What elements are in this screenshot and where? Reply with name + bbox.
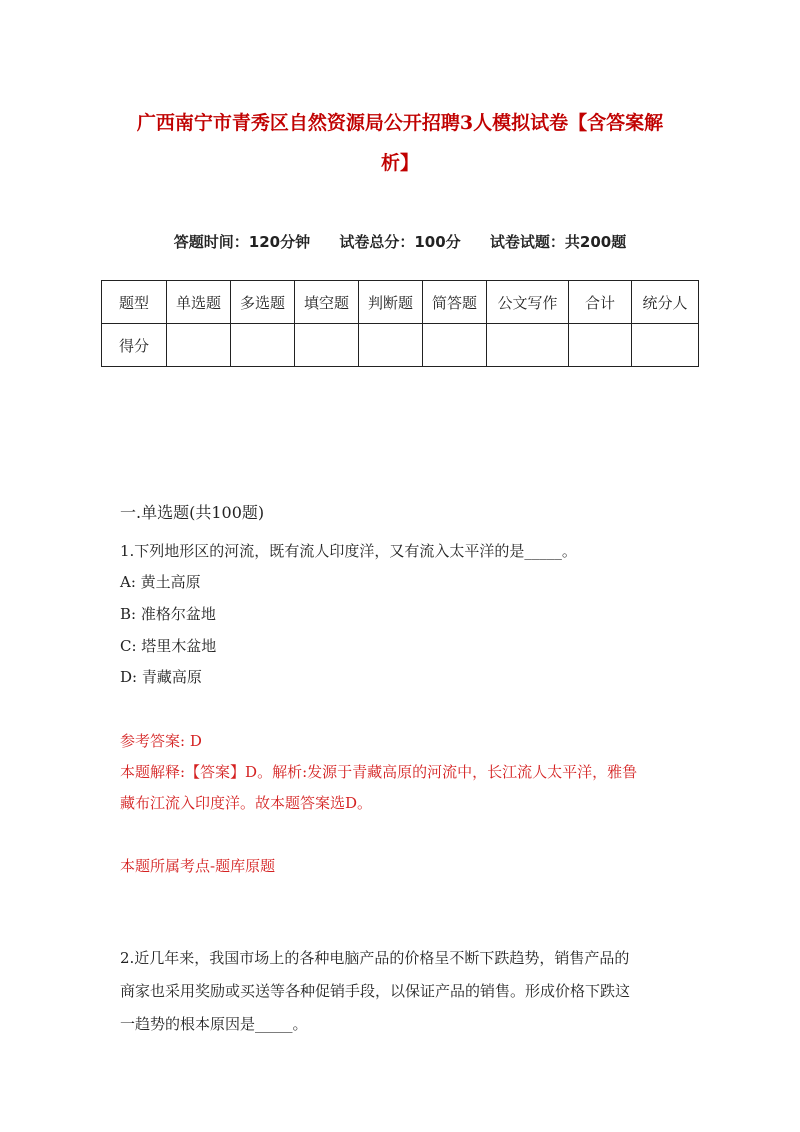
- question-1-option-c: C: 塔里木盆地: [120, 637, 217, 655]
- score-header-cell: 判断题: [359, 281, 423, 324]
- score-row-label: 得分: [102, 324, 167, 367]
- score-header-cell: 合计: [569, 281, 632, 324]
- document-title: 广西南宁市青秀区自然资源局公开招聘3人模拟试卷【含答案解: [136, 112, 664, 134]
- score-header-cell: 公文写作: [487, 281, 569, 324]
- score-header-cell: 单选题: [167, 281, 231, 324]
- score-table-header-row: [102, 281, 699, 324]
- question-1-explanation: 本题解释:【答案】D。解析:发源于青藏高原的河流中，长江流人太平洋，雅鲁: [120, 763, 638, 781]
- section-heading: 一.单选题(共100题): [120, 503, 265, 522]
- score-cell: [167, 324, 231, 367]
- question-1-answer: 参考答案: D: [120, 732, 202, 750]
- question-1-option-d: D: 青藏高原: [120, 668, 202, 686]
- score-cell: [231, 324, 295, 367]
- score-header-cell: 简答题: [423, 281, 487, 324]
- score-cell: [423, 324, 487, 367]
- question-1-explanation-continued: 藏布江流入印度洋。故本题答案选D。: [120, 794, 373, 812]
- score-cell: [632, 324, 699, 367]
- question-1-option-b: B: 准格尔盆地: [120, 605, 216, 623]
- score-table-score-row: [102, 324, 699, 367]
- score-header-cell: 填空题: [295, 281, 359, 324]
- exam-meta: [0, 231, 800, 252]
- question-2-stem-line2: 商家也采用奖励或买送等各种促销手段，以保证产品的销售。形成价格下跌这: [120, 982, 631, 1000]
- question-2-stem-line3: 一趋势的根本原因是_____。: [120, 1015, 308, 1033]
- score-cell: [569, 324, 632, 367]
- score-header-cell: 统分人: [632, 281, 699, 324]
- exam-question-count: 试卷试题：共200题: [489, 233, 627, 251]
- score-cell: [359, 324, 423, 367]
- question-1-option-a: A: 黄土高原: [120, 573, 201, 591]
- document-title-continued: 析】: [380, 152, 419, 174]
- question-1-source: 本题所属考点-题库原题: [120, 857, 276, 875]
- exam-time: 答题时间：120分钟: [173, 233, 311, 251]
- question-1-stem: 1.下列地形区的河流，既有流人印度洋，又有流入太平洋的是_____。: [120, 542, 577, 560]
- score-cell: [295, 324, 359, 367]
- question-2-stem-line1: 2.近几年来，我国市场上的各种电脑产品的价格呈不断下跌趋势，销售产品的: [120, 949, 630, 967]
- score-cell: [487, 324, 569, 367]
- score-header-cell: 题型: [102, 281, 167, 324]
- score-header-cell: 多选题: [231, 281, 295, 324]
- score-table: [101, 280, 699, 367]
- exam-total-score: 试卷总分：100分: [339, 233, 461, 251]
